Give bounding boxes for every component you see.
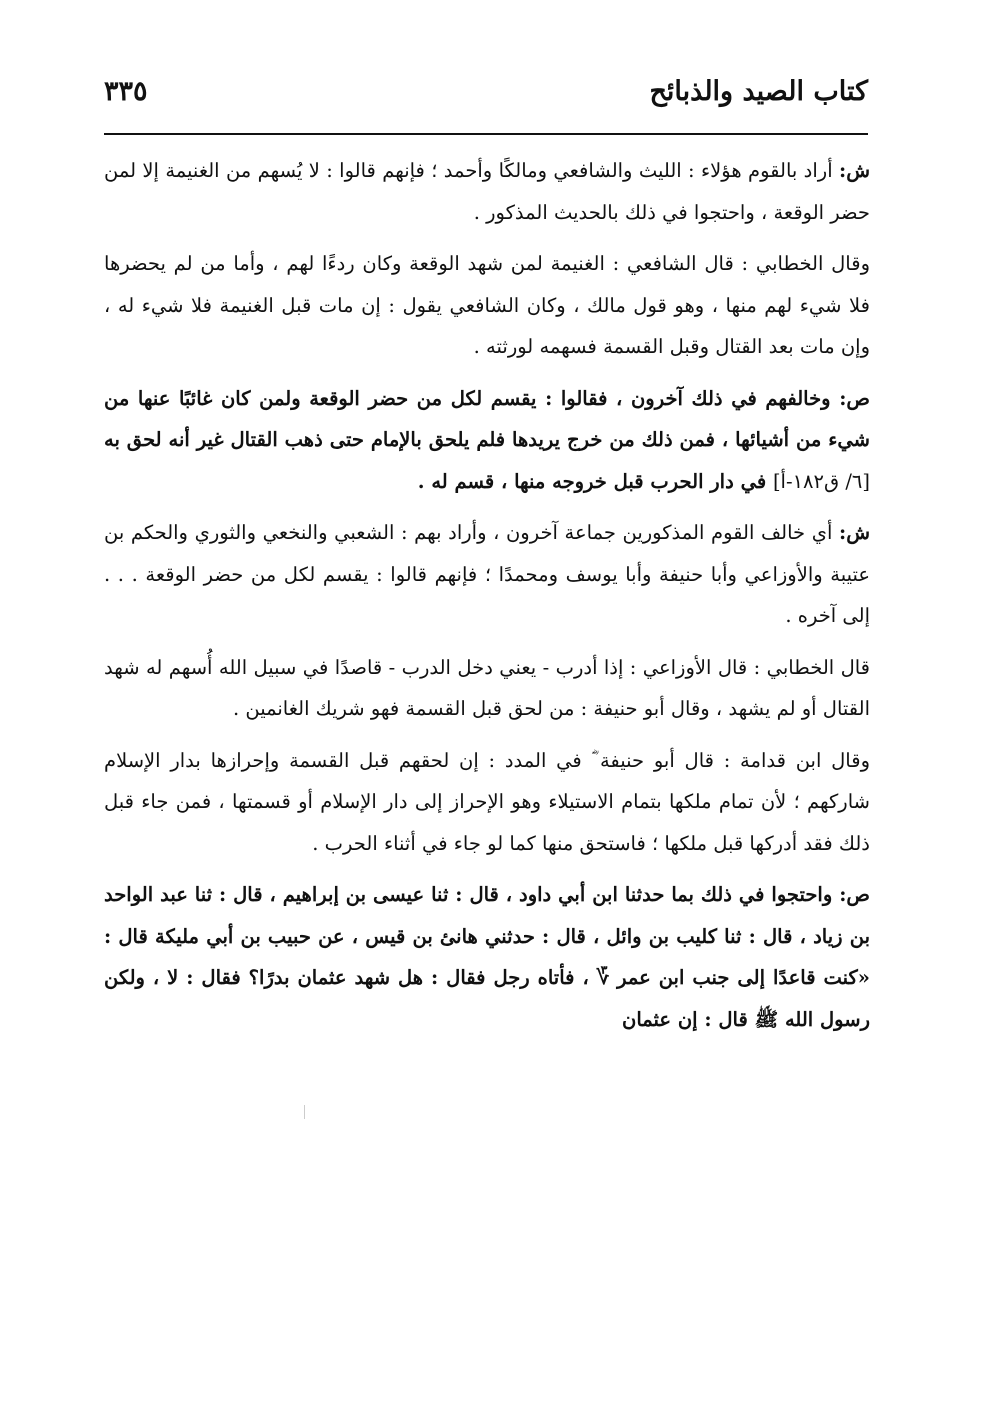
paragraph-commentary-2 — [104, 512, 870, 637]
header-divider — [104, 133, 868, 135]
paragraph-text: أراد بالقوم هؤلاء : الليث والشافعي ومالكًا وأحمد ؛ فإنهم قالوا : لا يُسهم من الغنيمة إلا لمن حضر الوقعة ، واحتجوا في ذلك بالحديث المذكور . — [104, 159, 870, 224]
page-number: ٣٣٥ — [104, 76, 148, 107]
paragraph-text: وخالفهم في ذلك آخرون ، فقالوا : يقسم لكل من حضر الوقعة ولمن كان غائبًا عنها من شيء من أشيائها ، فمن ذلك من خرج يريدها فلم يلحق بالإمام حتى ذهب القتال غير أنه لحق به — [104, 386, 870, 451]
paragraph-commentary-1 — [104, 150, 870, 233]
paragraph-text: أي خالف القوم المذكورين جماعة آخرون ، وأراد بهم : الشعبي والنخعي والثوري والحكم بن عتيبة والأوزاعي وأبا حنيفة وأبا يوسف ومحمدًا ؛ فإنهم قالوا : يقسم لكل من حضر الوقعة . . . إلى آخره . — [104, 521, 870, 627]
paragraph-text: وقال ابن قدامة : قال أبو حنيفة ؓ في المدد : إن لحقهم قبل القسمة وإحرازها بدار الإسلام شاركهم ؛ لأن تمام ملكها بتمام الاستيلاء وهو الإحراز إلى دار الإسلام أو قسمتها ، فمن جاء قبل ذلك فقد أدركها قبل ملكها ؛ فاستحق منها كما لو جاء في أثناء الحرب . — [104, 748, 870, 855]
matn-label: ص: — [839, 386, 870, 410]
manuscript-reference: [٦/ ق١٨٢-أ] — [772, 469, 870, 493]
paragraph-awzai-quote — [104, 647, 870, 730]
paragraph-text: قال الخطابي : قال الأوزاعي : إذا أدرب - يعني دخل الدرب - قاصدًا في سبيل الله أُسهم له شهد القتال أو لم يشهد ، وقال أبو حنيفة : من لحق قبل القسمة فهو شريك الغانمين . — [104, 655, 870, 720]
paragraph-matn-1 — [104, 378, 870, 503]
paragraph-text: واحتجوا في ذلك بما حدثنا ابن أبي داود ، قال : ثنا عيسى بن إبراهيم ، قال : ثنا عبد الواحد بن زياد ، قال : ثنا كليب بن وائل ، قال : حدثني هانئ بن قيس ، عن حبيب بن أبي مليكة قال : «كنت قاعدًا إلى جنب ابن عمر ؆ ، فأتاه رجل فقال : هل شهد عثمان بدرًا؟ فقال : لا ، ولكن رسول الله ﷺ قال : إن عثمان — [104, 883, 870, 1031]
commentary-label: ش: — [839, 159, 871, 182]
scan-artifact — [304, 1105, 305, 1119]
paragraph-khattabi-quote — [104, 243, 870, 368]
page-header — [104, 72, 868, 128]
paragraph-matn-2 — [104, 874, 870, 1040]
paragraph-text: في دار الحرب قبل خروجه منها ، قسم له . — [417, 469, 767, 493]
book-title: كتاب الصيد والذبائح — [649, 76, 868, 107]
paragraph-text: وقال الخطابي : قال الشافعي : الغنيمة لمن شهد الوقعة وكان ردءًا لهم ، وأما من لم يحضرها فلا شيء لهم منها ، وهو قول مالك ، وكان الشافعي يقول : إن مات قبل الغنيمة فلا شيء له ، وإن مات بعد القتال وقبل القسمة فسهمه لورثته . — [104, 252, 870, 358]
commentary-label: ش: — [839, 521, 871, 544]
paragraph-ibn-qudama-quote — [104, 740, 870, 865]
body-text — [104, 150, 870, 1050]
matn-label: ص: — [839, 883, 871, 906]
